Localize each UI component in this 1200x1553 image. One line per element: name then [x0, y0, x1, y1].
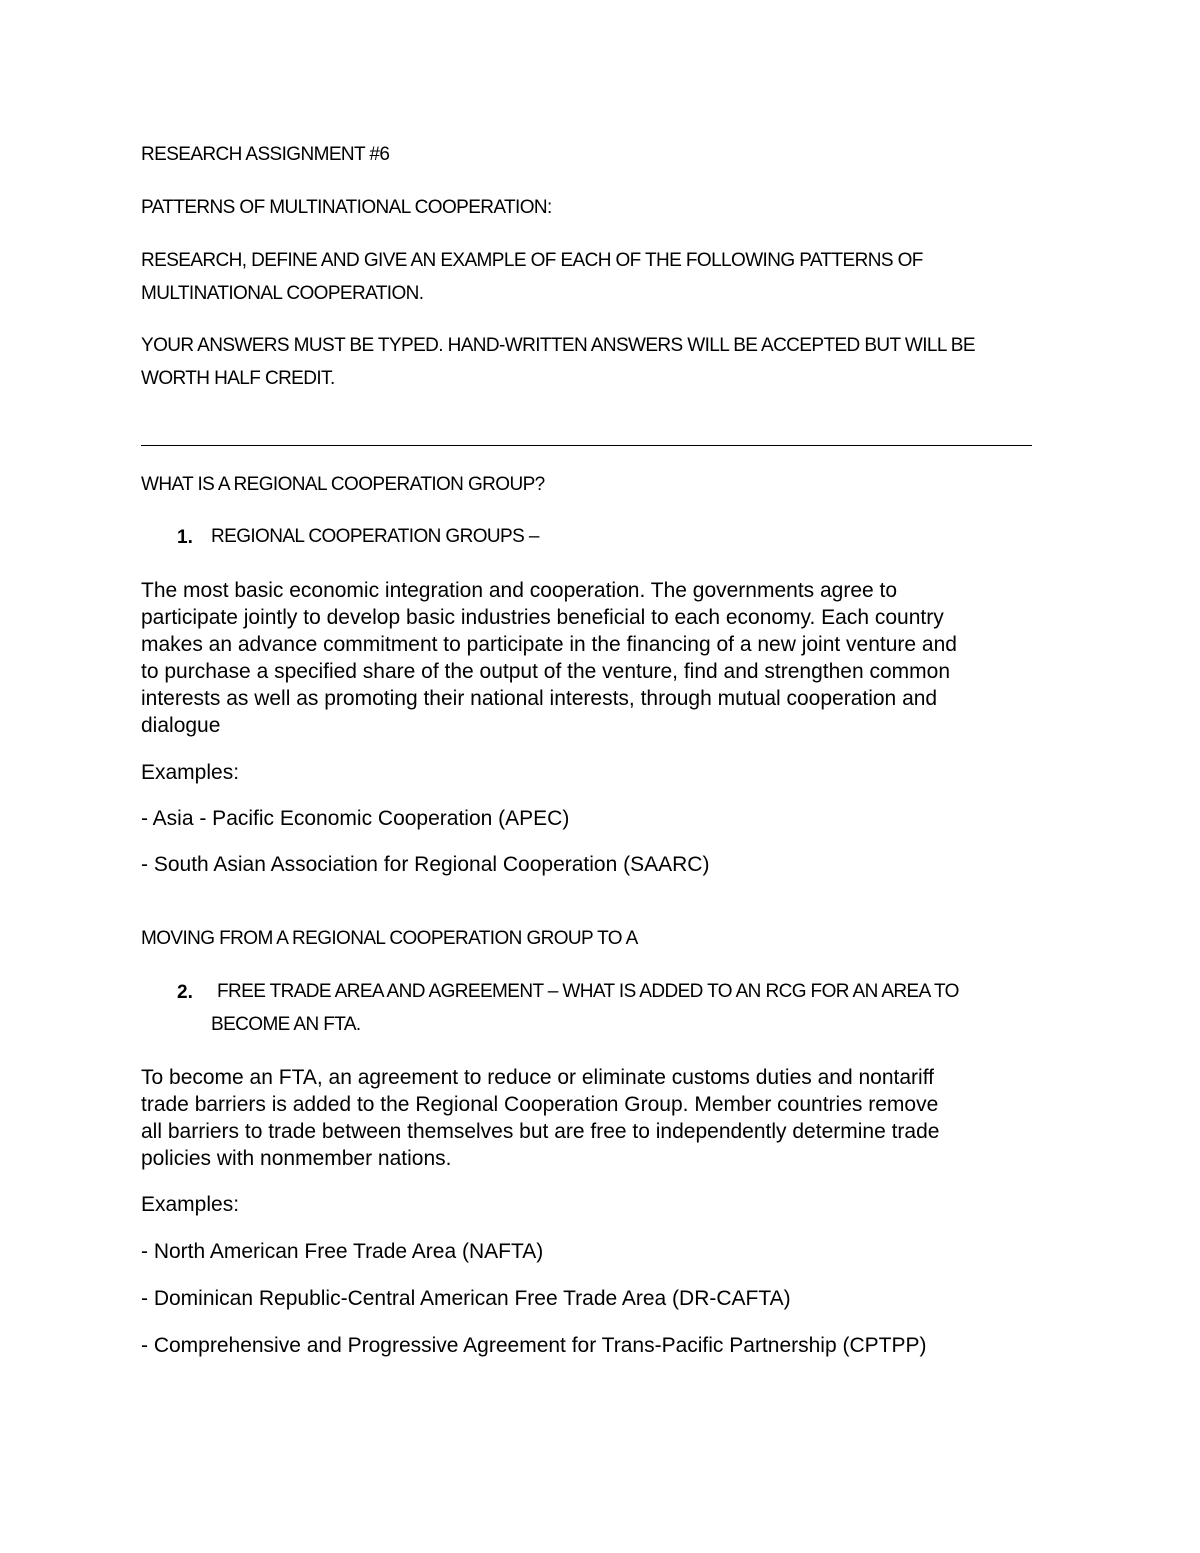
section1-example-item: - South Asian Association for Regional Cooperation (SAARC) [141, 853, 710, 876]
body-line: all barriers to trade between themselves but are free to independently determine trade [141, 1120, 940, 1143]
horizontal-divider [141, 445, 1032, 446]
body-line: The most basic economic integration and cooperation. The governments agree to [141, 579, 898, 602]
section2-number: 2. [177, 982, 193, 1003]
section2-heading-line-1: FREE TRADE AREA AND AGREEMENT – WHAT IS ADDED TO AN RCG FOR AN AREA TO [217, 981, 959, 1002]
section2-examples-label: Examples: [141, 1193, 240, 1216]
body-line: trade barriers is added to the Regional Cooperation Group. Member countries remove [141, 1093, 939, 1116]
section2-example-item: - North American Free Trade Area (NAFTA) [141, 1240, 544, 1263]
body-line: makes an advance commitment to participate in the financing of a new joint venture and [141, 633, 957, 656]
instruction-line-1: RESEARCH, DEFINE AND GIVE AN EXAMPLE OF EACH OF THE FOLLOWING PATTERNS OF [141, 250, 923, 271]
body-line: dialogue [141, 714, 221, 737]
section2-example-item: - Dominican Republic-Central American Free Trade Area (DR-CAFTA) [141, 1287, 791, 1310]
body-line: interests as well as promoting their national interests, through mutual cooperation and [141, 687, 938, 710]
body-line: participate jointly to develop basic industries beneficial to each economy. Each country [141, 606, 944, 629]
instruction-line-2: MULTINATIONAL COOPERATION. [141, 283, 424, 304]
section2-example-item: - Comprehensive and Progressive Agreement for Trans-Pacific Partnership (CPTPP) [141, 1334, 927, 1357]
note-line-1: YOUR ANSWERS MUST BE TYPED. HAND-WRITTEN ANSWERS WILL BE ACCEPTED BUT WILL BE [141, 335, 975, 356]
body-line: policies with nonmember nations. [141, 1147, 452, 1170]
section2-heading-line-2: BECOME AN FTA. [211, 1014, 361, 1035]
body-line: To become an FTA, an agreement to reduce or eliminate customs duties and nontariff [141, 1066, 934, 1089]
section1-example-item: - Asia - Pacific Economic Cooperation (APEC) [141, 807, 570, 830]
section1-question: WHAT IS A REGIONAL COOPERATION GROUP? [141, 474, 545, 495]
body-line: to purchase a specified share of the output of the venture, find and strengthen common [141, 660, 951, 683]
note-line-2: WORTH HALF CREDIT. [141, 368, 335, 389]
section1-heading: REGIONAL COOPERATION GROUPS – [211, 526, 539, 547]
section1-examples-label: Examples: [141, 761, 240, 784]
section2-body [141, 1064, 1071, 1172]
section1-body [141, 577, 1071, 739]
assignment-subtitle: PATTERNS OF MULTINATIONAL COOPERATION: [141, 197, 552, 218]
section2-question: MOVING FROM A REGIONAL COOPERATION GROUP TO A [141, 928, 638, 949]
assignment-title: RESEARCH ASSIGNMENT #6 [141, 144, 390, 165]
section1-number: 1. [177, 527, 193, 548]
